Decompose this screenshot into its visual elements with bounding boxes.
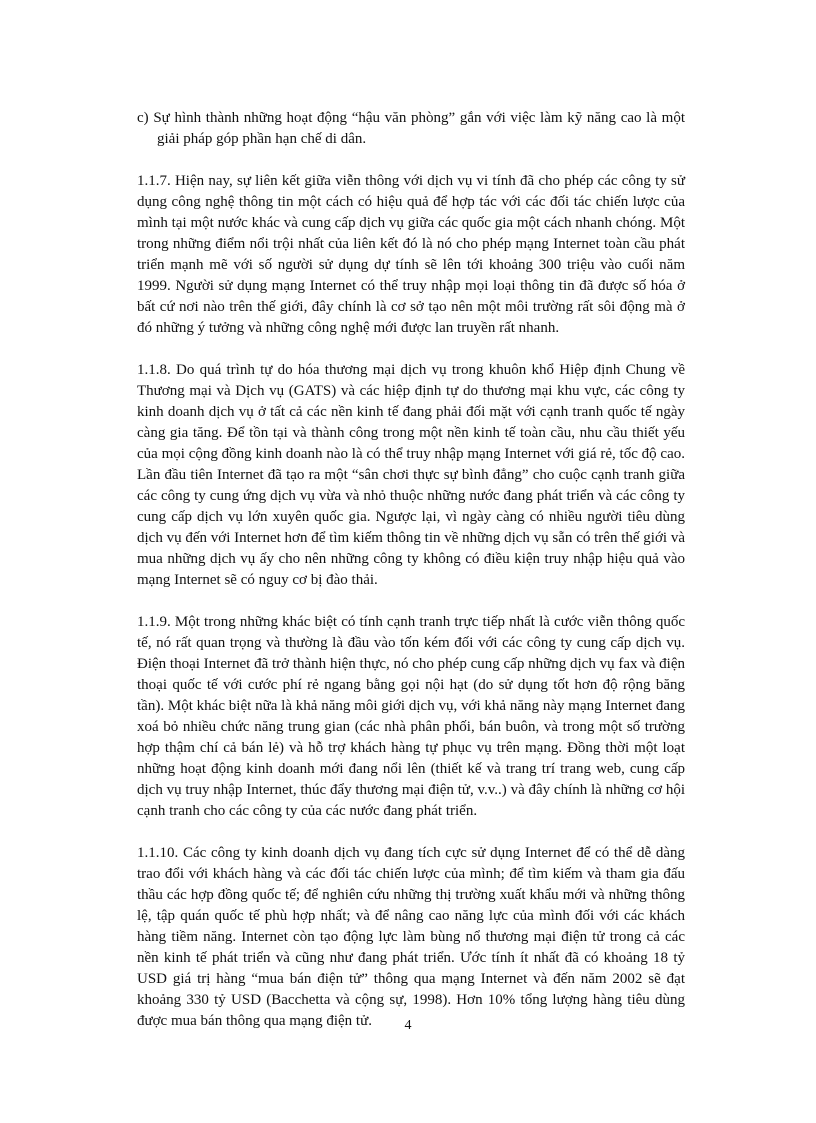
paragraph-1-1-7: 1.1.7. Hiện nay, sự liên kết giữa viễn thông với dịch vụ vi tính đã cho phép các công ty sử dụng công nghệ thông tin một cách có hiệu quả để hợp tác với các đối tác chiến lược của mình tại một nước khác và cung cấp dịch vụ giữa các quốc gia một cách nhanh chóng. Một trong những điểm nổi trội nhất của liên kết đó là nó cho phép mạng Internet toàn cầu phát triển mạnh mẽ với số người sử dụng dự tính sẽ lên tới khoảng 300 triệu vào cuối năm 1999. Người sử dụng mạng Internet có thể truy nhập mọi loại thông tin đã được số hóa ở bất cứ nơi nào trên thế giới, đây chính là cơ sở tạo nên một môi trường rất sôi động mà ở đó những ý tưởng và những công nghệ mới được lan truyền rất nhanh. [137, 173, 685, 336]
paragraph-1-1-8: 1.1.8. Do quá trình tự do hóa thương mại dịch vụ trong khuôn khổ Hiệp định Chung về Thương mại và Dịch vụ (GATS) và các hiệp định tự do thương mại khu vực, các công ty kinh doanh dịch vụ ở tất cả các nền kinh tế đang phải đối mặt với cạnh tranh quốc tế ngày càng gia tăng. Để tồn tại và thành công trong một nền kinh tế toàn cầu, nhu cầu thiết yếu của mọi cộng đồng kinh doanh nào là có thể truy nhập mạng Internet với giá rẻ, tốc độ cao. Lần đầu tiên Internet đã tạo ra một “sân chơi thực sự bình đẳng” cho cuộc cạnh tranh giữa các công ty cung ứng dịch vụ vừa và nhỏ thuộc những nước đang phát triển và các công ty cung cấp dịch vụ lớn xuyên quốc gia. Ngược lại, vì ngày càng có nhiều người tiêu dùng dịch vụ đến với Internet hơn để tìm kiếm thông tin về những dịch vụ sẵn có trên thế giới và mua những dịch vụ ấy cho nên những công ty không có điều kiện truy nhập hiệu quả vào mạng Internet sẽ có nguy cơ bị đào thải. [137, 362, 685, 588]
list-item-c: c) Sự hình thành những hoạt động “hậu văn phòng” gắn với việc làm kỹ năng cao là một giải pháp góp phần hạn chế di dân. [137, 110, 685, 147]
paragraph-1-1-10: 1.1.10. Các công ty kinh doanh dịch vụ đang tích cực sử dụng Internet để có thể dễ dàng trao đổi với khách hàng và các đối tác chiến lược của mình; để tìm kiếm và tham gia đấu thầu các hợp đồng quốc tế; để nghiên cứu những thị trường xuất khẩu mới và những thông lệ, tập quán quốc tế phù hợp nhất; và để nâng cao năng lực của mình đối với các khách hàng tiềm năng. Internet còn tạo động lực làm bùng nổ thương mại điện tử trong cả các nền kinh tế phát triển và cũng như đang phát triển. Ước tính ít nhất đã có khoảng 18 tỷ USD giá trị hàng “mua bán điện tử” thông qua mạng Internet và đến năm 2002 sẽ đạt khoảng 330 tỷ USD (Bacchetta và cộng sự, 1998). Hơn 10% tổng lượng hàng tiêu dùng được mua bán thông qua mạng điện tử. [137, 845, 685, 1029]
page-number: 4 [404, 1018, 412, 1033]
paragraph-1-1-9: 1.1.9. Một trong những khác biệt có tính cạnh tranh trực tiếp nhất là cước viễn thông quốc tế, nó rất quan trọng và thường là đầu vào tốn kém đối với các công ty cung cấp dịch vụ. Điện thoại Internet đã trở thành hiện thực, nó cho phép cung cấp những dịch vụ fax và điện thoại quốc tế với cước phí rẻ ngang bằng gọi nội hạt (do sử dụng tốt hơn độ rộng băng tần). Một khác biệt nữa là khả năng môi giới dịch vụ, với khả năng này mạng Internet đang xoá bỏ nhiều chức năng trung gian (các nhà phân phối, bán buôn, và trong một số trường hợp thậm chí cả bán lẻ) và hỗ trợ khách hàng tự phục vụ trên mạng. Đồng thời một loạt những hoạt động kinh doanh mới đang nổi lên (thiết kế và trang trí trang web, cung cấp dịch vụ truy nhập Internet, thúc đẩy thương mại điện tử, v.v..) và đây chính là những cơ hội cạnh tranh cho các công ty của các nước đang phát triển. [137, 614, 685, 819]
page-body [137, 108, 685, 1053]
